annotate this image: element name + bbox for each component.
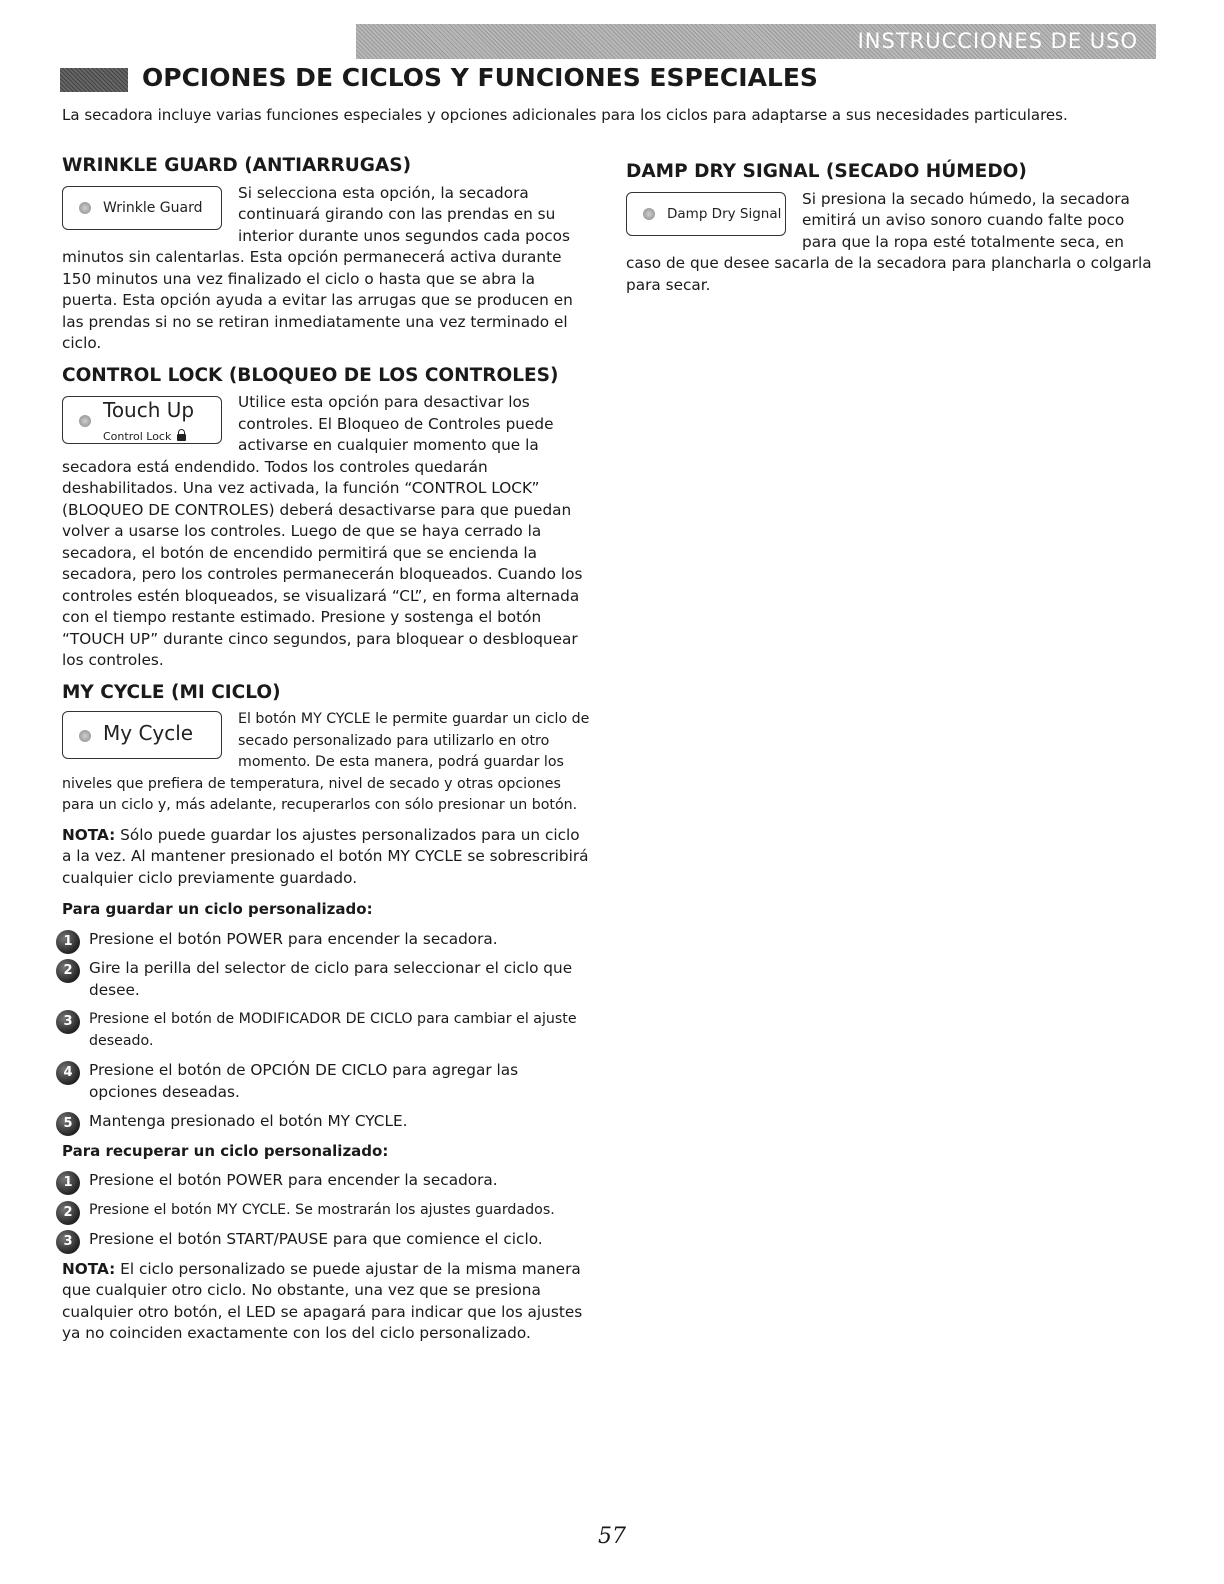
my-cycle-button-label: My Cycle <box>103 721 194 745</box>
step-number-badge: 2 <box>56 1201 80 1225</box>
damp-dry-button-label: Damp Dry Signal <box>667 205 782 222</box>
save-step-1 <box>62 929 590 951</box>
step-number-badge: 3 <box>56 1010 80 1034</box>
wrinkle-guard-button[interactable] <box>62 186 222 230</box>
page-title: OPCIONES DE CICLOS Y FUNCIONES ESPECIALES <box>142 63 818 92</box>
header-bar <box>356 24 1156 59</box>
step-number-badge: 2 <box>56 959 80 983</box>
note-2 <box>62 1259 590 1345</box>
step-number-badge: 4 <box>56 1061 80 1085</box>
recall-cycle-heading: Para recuperar un ciclo personalizado: <box>62 1141 389 1160</box>
right-column <box>626 155 1156 296</box>
recall-step-3 <box>62 1229 590 1251</box>
damp-dry-signal-button[interactable] <box>626 192 786 236</box>
led-icon <box>643 208 655 220</box>
note-2-label: NOTA: <box>62 1259 116 1278</box>
section-marker <box>60 68 128 92</box>
step-number-badge: 1 <box>56 930 80 954</box>
control-lock-heading: CONTROL LOCK (BLOQUEO DE LOS CONTROLES) <box>62 364 559 386</box>
wrinkle-guard-text: Si selecciona esta opción, la secadora continuará girando con las prendas en su interior durante unos segundos cada pocos minutos sin calentarlas. Esta opción permanecerá activa durante 150 minutos una vez finalizado el ciclo o hasta que se abra la puerta. Esta opción ayuda a evitar las arrugas que se producen en las prendas si no se retiran inmediatamente una vez terminado el ciclo. <box>62 183 573 352</box>
save-step-1-text: Presione el botón POWER para encender la secadora. <box>89 929 498 948</box>
section-label: INSTRUCCIONES DE USO <box>857 29 1138 53</box>
save-step-5-text: Mantenga presionado el botón MY CYCLE. <box>89 1112 408 1130</box>
recall-step-2 <box>62 1200 590 1222</box>
left-column <box>62 155 590 1345</box>
control-lock-text: Utilice esta opción para desactivar los controles. El Bloqueo de Controles puede activarse en cualquier momento que la secadora está endendido. Todos los controles quedarán deshabilitados. Una vez activada, la función “CONTROL LOCK” (BLOQUEO DE CONTROLES) deberá desactivarse para que puedan volver a usarse los controles. Luego de que se haya cerrado la secadora, el botón de encendido permitirá que se encienda la secadora, pero los controles permanecerán bloqueados. Cuando los controles estén bloqueados, se visualizará “CL”, en forma alternada con el tiempo restante estimado. Presione y sostenga el botón “TOUCH UP” durante cinco segundos, para bloquear o desbloquear los controles. <box>62 393 583 669</box>
save-step-2-text: Gire la perilla del selector de ciclo para seleccionar el ciclo que desee. <box>89 959 573 999</box>
note-2-text: El ciclo personalizado se puede ajustar de la misma manera que cualquier otro ciclo. No obstante, una vez que se presiona cualquier otro botón, el LED se apagará para indicar que los ajustes ya no coinciden exactamente con los del ciclo personalizado. <box>62 1259 583 1342</box>
note-1-label: NOTA: <box>62 825 116 844</box>
step-number-badge: 5 <box>56 1112 80 1136</box>
my-cycle-text: El botón MY CYCLE le permite guardar un ciclo de secado personalizado para utilizarlo en otro momento. De esta manera, podrá guardar los niveles que prefiera de temperatura, nivel de secado y otras opciones para un ciclo y, más adelante, recuperarlos con sólo presionar un botón. <box>62 711 590 813</box>
led-icon <box>79 202 91 214</box>
led-icon <box>79 730 91 742</box>
recall-step-3-text: Presione el botón START/PAUSE para que comience el ciclo. <box>89 1230 543 1248</box>
lock-icon <box>177 434 186 441</box>
my-cycle-heading: MY CYCLE (MI CICLO) <box>62 681 281 703</box>
wrinkle-guard-heading: WRINKLE GUARD (ANTIARRUGAS) <box>62 155 412 176</box>
led-icon <box>79 415 91 427</box>
save-step-4 <box>62 1060 590 1103</box>
recall-step-1 <box>62 1170 590 1192</box>
recall-step-2-text: Presione el botón MY CYCLE. Se mostrarán los ajustes guardados. <box>89 1201 555 1218</box>
control-lock-sublabel: Control Lock <box>103 430 172 443</box>
recall-step-1-text: Presione el botón POWER para encender la secadora. <box>89 1171 498 1189</box>
note-1 <box>62 825 590 890</box>
touch-up-button[interactable] <box>62 396 222 444</box>
my-cycle-button[interactable] <box>62 711 222 759</box>
save-step-5 <box>62 1111 590 1133</box>
intro-text: La secadora incluye varias funciones especiales y opciones adicionales para los ciclos para adaptarse a sus necesidades particulares. <box>62 106 1068 124</box>
touch-up-button-label: Touch Up <box>103 398 195 422</box>
page-number: 57 <box>598 1524 626 1549</box>
step-number-badge: 1 <box>56 1171 80 1195</box>
wrinkle-guard-button-label: Wrinkle Guard <box>103 199 203 216</box>
save-step-3 <box>62 1009 590 1052</box>
note-1-text: Sólo puede guardar los ajustes personalizados para un ciclo a la vez. Al mantener presionado el botón MY CYCLE se sobrescribirá cualquier ciclo previamente guardado. <box>62 825 589 887</box>
damp-dry-heading: DAMP DRY SIGNAL (SECADO HÚMEDO) <box>626 161 1027 182</box>
save-step-3-text: Presione el botón de MODIFICADOR DE CICLO para cambiar el ajuste deseado. <box>89 1011 577 1049</box>
step-number-badge: 3 <box>56 1230 80 1254</box>
save-cycle-heading: Para guardar un ciclo personalizado: <box>62 900 373 918</box>
damp-dry-text: Si presiona la secado húmedo, la secadora emitirá un aviso sonoro cuando falte poco para que la ropa esté totalmente seca, en caso de que desee sacarla de la secadora para plancharla o colgarla para secar. <box>626 189 1152 294</box>
save-step-2 <box>62 958 590 1001</box>
save-step-4-text: Presione el botón de OPCIÓN DE CICLO para agregar las opciones deseadas. <box>89 1061 519 1101</box>
